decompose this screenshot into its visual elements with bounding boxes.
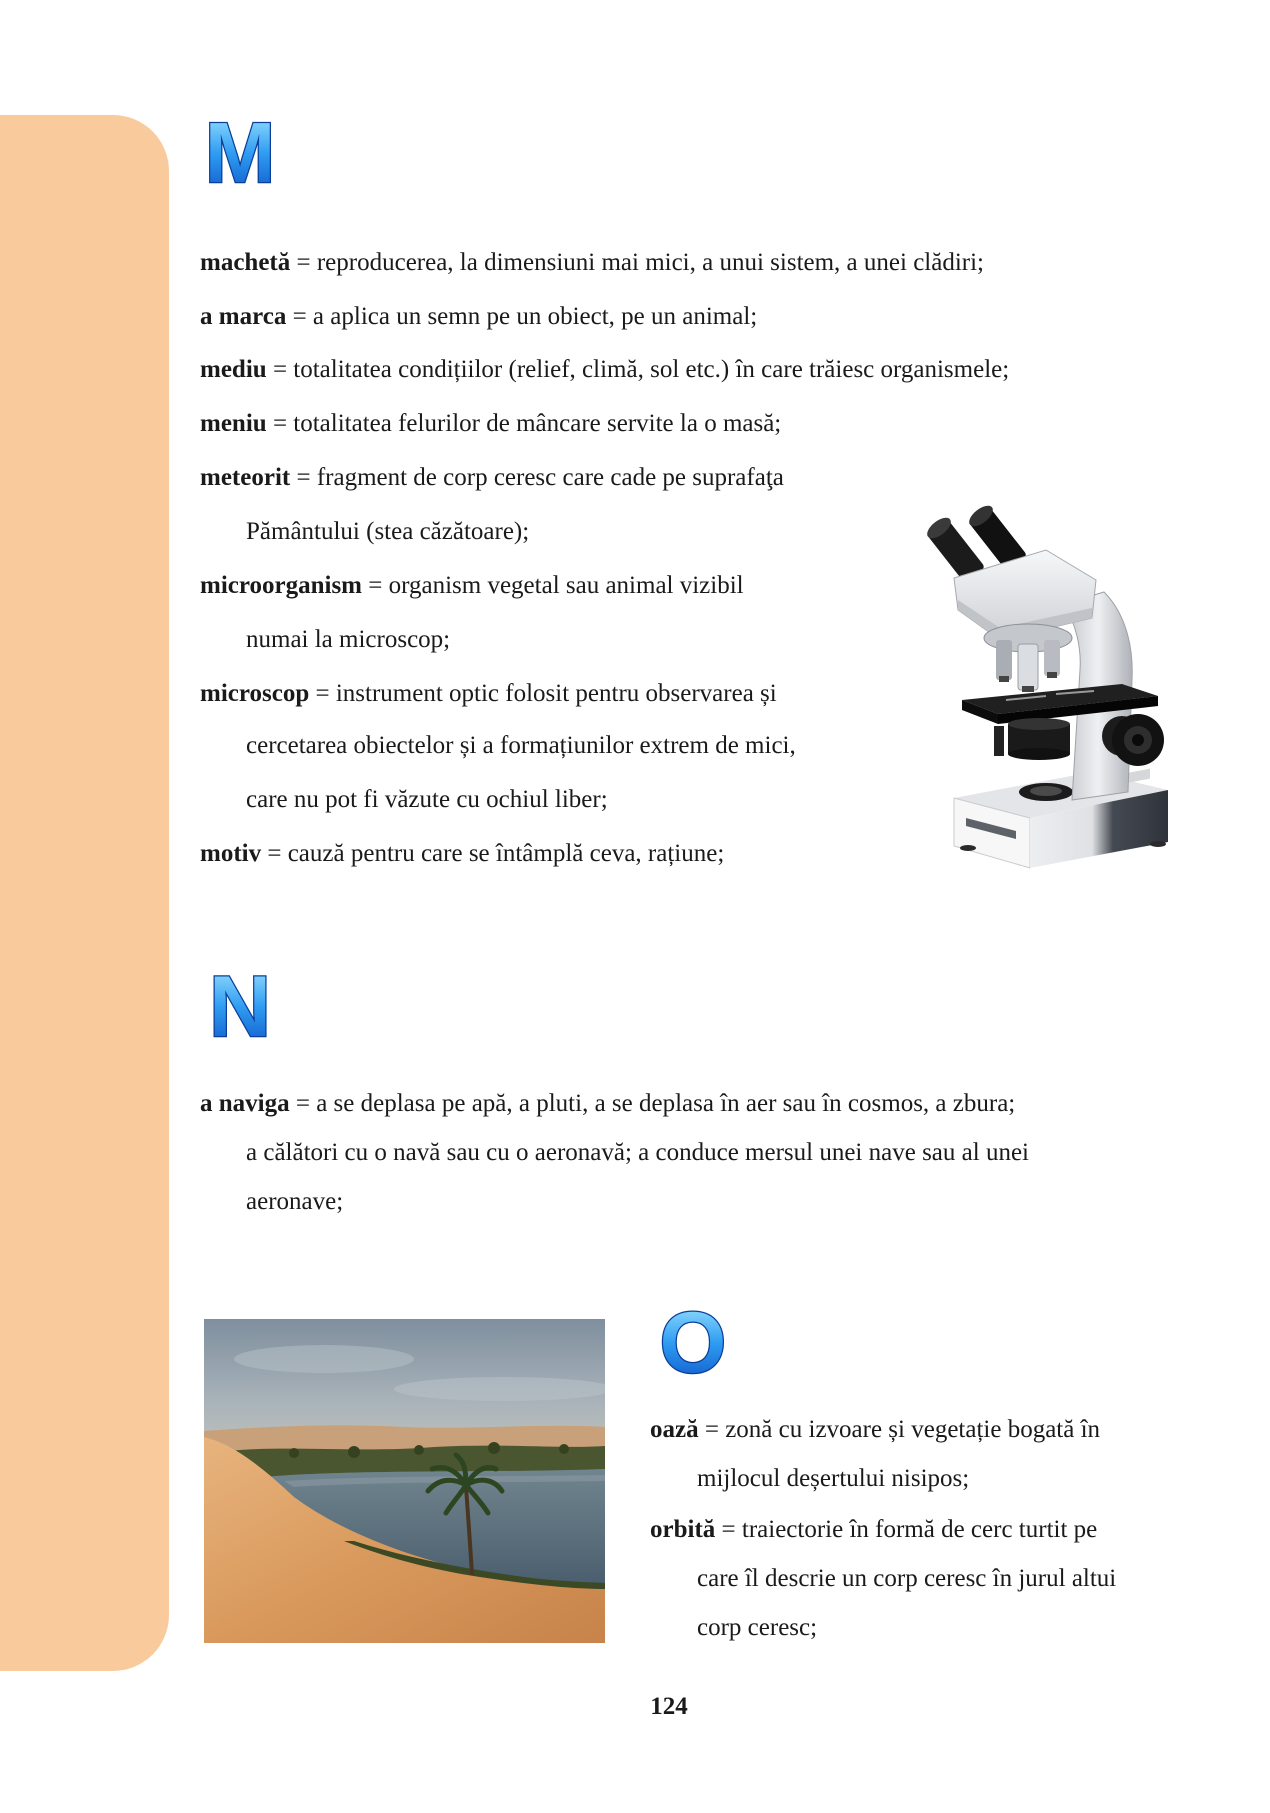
definition-text: = reproducerea, la dimensiuni mai mici, a unui sistem, a unei clădiri; [296,249,984,276]
term: a naviga [200,1090,290,1117]
definition-continuation: corp ceresc; [697,1614,818,1641]
definition-continuation: mijlocul deșertului nisipos; [697,1465,970,1492]
page-number: 124 [650,1693,688,1720]
definition-text: = cauză pentru care se întâmplă ceva, rațiune; [267,840,725,867]
definition-text: = a se deplasa pe apă, a pluti, a se deplasa în aer sau în cosmos, a zbura; [295,1090,1016,1117]
term: meteorit [200,464,291,491]
definition-continuation: a călători cu o navă sau cu o aeronavă; a conduce mersul unei nave sau al unei [246,1139,1029,1166]
definition-line [200,408,781,440]
definition-line [200,678,777,710]
definition-continuation: numai la microscop; [246,626,451,653]
term: mediu [200,356,267,383]
definition-line [200,247,984,279]
section-letter-o [656,1295,730,1391]
definition-continuation: aeronave; [246,1188,344,1215]
definition-text: = a aplica un semn pe un obiect, pe un animal; [292,303,758,330]
definition-line [200,570,744,602]
term: meniu [200,410,267,437]
definition-text: = zonă cu izvoare și vegetație bogată în [704,1416,1101,1443]
definition-text: = fragment de corp ceresc care cade pe suprafaţa [296,464,784,491]
definition-line [650,1414,1100,1446]
term: microscop [200,680,310,707]
definition-continuation: care nu pot fi văzute cu ochiul liber; [246,786,608,813]
term: microorganism [200,572,363,599]
definition-line [650,1514,1097,1546]
definition-text: = organism vegetal sau animal vizibil [368,572,744,599]
svg-text:M: M [204,106,276,201]
definition-continuation: cercetarea obiectelor și a formațiunilor extrem de mici, [246,732,796,759]
definition-text: = totalitatea condițiilor (relief, climă, sol etc.) în care trăiesc organismele; [272,356,1010,383]
term: a marca [200,303,287,330]
definition-text: = instrument optic folosit pentru observarea și [315,680,777,707]
microscope-image [896,500,1188,884]
sidebar [0,115,169,1671]
oasis-image [204,1319,605,1643]
section-letter-n [198,959,282,1055]
definition-line [200,462,784,494]
definition-text: = traiectorie în formă de cerc turtit pe [721,1516,1098,1543]
definition-continuation: Pământului (stea căzătoare); [246,518,530,545]
definition-text: = totalitatea felurilor de mâncare servite la o masă; [272,410,782,437]
section-letter-m [198,106,282,201]
term: machetă [200,249,291,276]
svg-text:O: O [659,1295,727,1391]
definition-line [200,1088,1015,1120]
definition-line [200,838,724,870]
term: oază [650,1416,699,1443]
definition-line [200,301,757,333]
definition-line [200,354,1009,386]
term: motiv [200,840,262,867]
term: orbită [650,1516,716,1543]
svg-text:N: N [208,959,272,1055]
definition-continuation: care îl descrie un corp ceresc în jurul altui [697,1565,1117,1592]
